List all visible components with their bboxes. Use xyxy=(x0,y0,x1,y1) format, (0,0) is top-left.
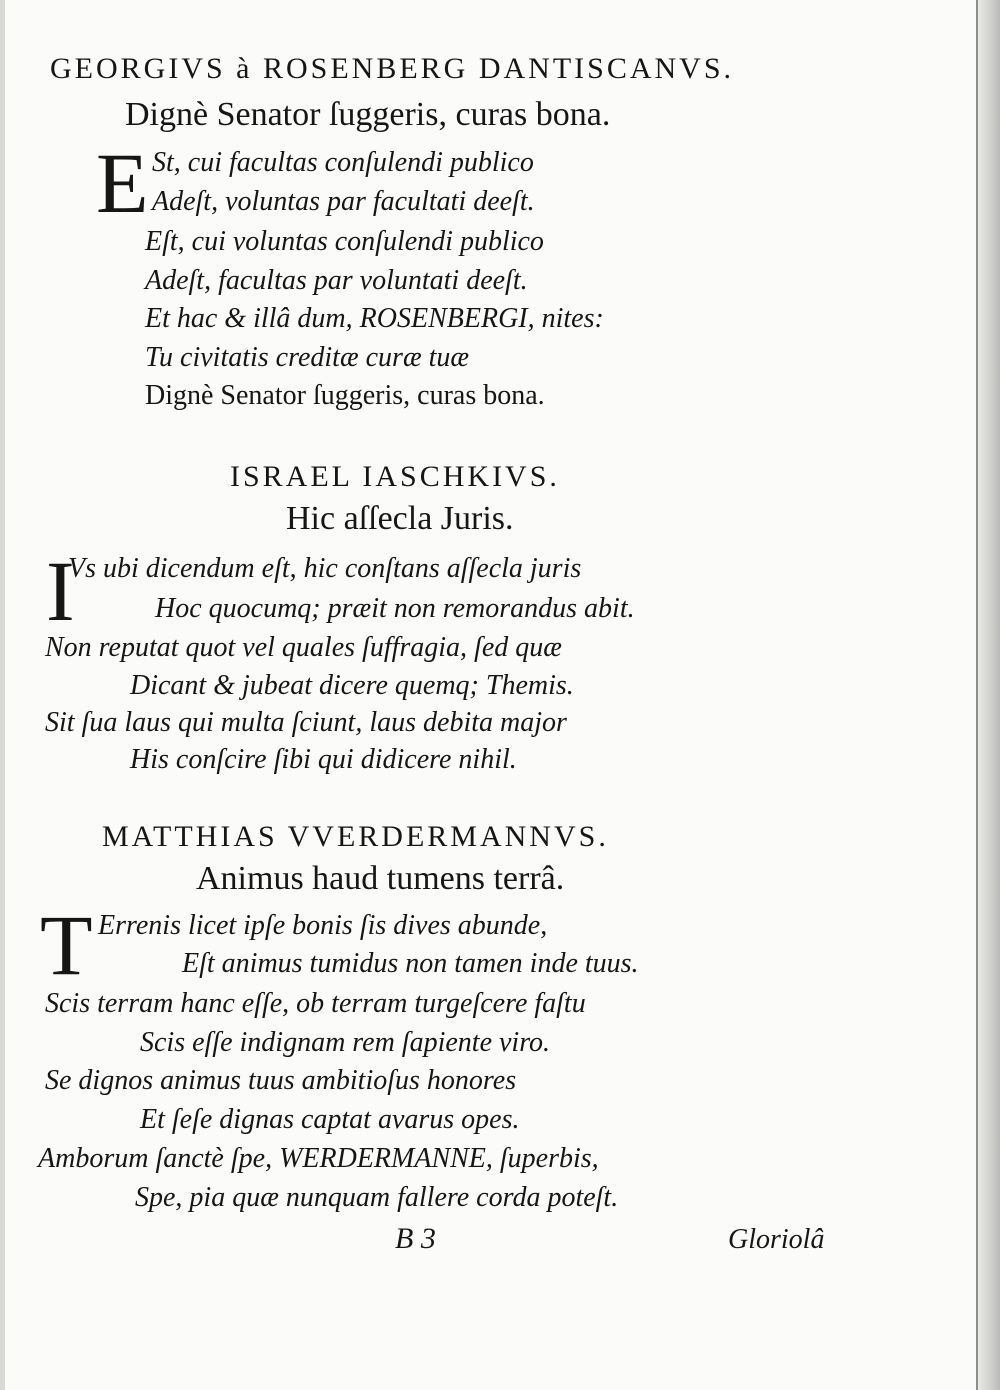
section3-line-5: Se dignos animus tuus ambitioſus honores xyxy=(45,1065,517,1096)
section3-line-6: Et ſeſe dignas captat avarus opes. xyxy=(140,1104,520,1135)
section3-heading: MATTHIAS VVERDERMANNVS. xyxy=(102,820,609,853)
signature-mark: B 3 xyxy=(395,1222,436,1255)
section1-line-2: Adeſt, voluntas par facultati deeſt. xyxy=(152,186,535,217)
section3-motto: Animus haud tumens terrâ. xyxy=(196,860,565,897)
page-right-edge xyxy=(976,0,1000,1390)
section2-line-6: His conſcire ſibi qui didicere nihil. xyxy=(130,744,517,775)
section2-line-1: Vs ubi dicendum eſt, hic conſtans aſſecla juris xyxy=(68,553,582,584)
section3-line-7: Amborum ſanctè ſpe, WERDERMANNE, ſuperbis, xyxy=(38,1143,599,1174)
section1-line-1: St, cui facultas conſulendi publico xyxy=(152,147,534,178)
page-left-edge xyxy=(0,0,5,1390)
section2-line-4: Dicant & jubeat dicere quemq; Themis. xyxy=(130,670,574,701)
section3-line-2: Eſt animus tumidus non tamen inde tuus. xyxy=(182,948,639,979)
section3-line-3: Scis terram hanc eſſe, ob terram turgeſcere faſtu xyxy=(45,988,586,1019)
section2-line-3: Non reputat quot vel quales ſuffragia, ſed quæ xyxy=(45,632,562,663)
section1-line-7: Dignè Senator ſuggeris, curas bona. xyxy=(145,380,545,411)
section2-motto: Hic aſſecla Juris. xyxy=(286,500,514,537)
section2-line-5: Sit ſua laus qui multa ſciunt, laus debita major xyxy=(45,707,567,738)
section1-line-4: Adeſt, facultas par voluntati deeſt. xyxy=(145,265,528,296)
section2-heading: ISRAEL IASCHKIVS. xyxy=(230,460,560,493)
section1-motto: Dignè Senator ſuggeris, curas bona. xyxy=(125,96,611,133)
section2-line-2: Hoc quocumq; præit non remorandus abit. xyxy=(155,593,635,624)
section1-line-3: Eſt, cui voluntas conſulendi publico xyxy=(145,226,544,257)
section2-dropcap: I xyxy=(46,543,75,639)
section3-line-8: Spe, pia quæ nunquam fallere corda poteſt. xyxy=(135,1182,619,1213)
catchword: Gloriolâ xyxy=(728,1224,825,1255)
section1-line-6: Tu civitatis creditæ curæ tuæ xyxy=(145,342,470,373)
section1-heading: GEORGIVS à ROSENBERG DANTISCANVS. xyxy=(50,52,735,85)
section3-line-1: Errenis licet ipſe bonis ſis dives abunde, xyxy=(98,910,548,941)
section1-line-5: Et hac & illâ dum, ROSENBERGI, nites: xyxy=(145,303,604,334)
section3-dropcap: T xyxy=(40,897,93,993)
section1-dropcap: E xyxy=(96,135,149,231)
section3-line-4: Scis eſſe indignam rem ſapiente viro. xyxy=(140,1027,551,1058)
